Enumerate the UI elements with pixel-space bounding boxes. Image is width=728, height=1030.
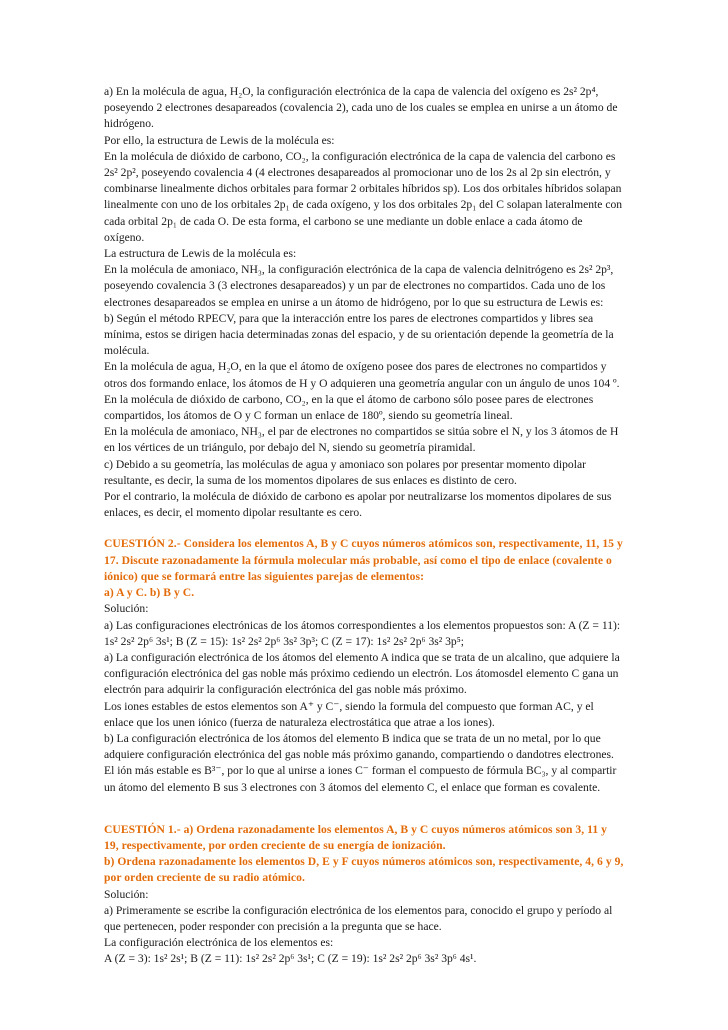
paragraph: A (Z = 3): 1s² 2s¹; B (Z = 11): 1s² 2s² 2p⁶ 3s¹; C (Z = 19): 1s² 2s² 2p⁶ 3s² 3p⁶ 4s¹. <box>104 952 477 966</box>
paragraph: a) Las configuraciones electrónicas de los átomos correspondientes a los elementos propuestos son: A (Z = 11): 1s² 2s² 2p⁶ 3s¹; B (Z = 15): 1s² 2s² 2p⁶ 3s² 3p³; C (Z = 17): 1s² 2s² 2p⁶ 3s² 3p⁵; <box>104 618 621 648</box>
question-2-heading: CUESTIÓN 2.- Considera los elementos A, B y C cuyos números atómicos son, respectivamente, 11, 15 y 17. Discute razonadamente la fórmula molecular más probable, así como el tipo de enlace (covalente o iónico) que se formará entre las siguientes parejas de elementos: <box>104 537 623 583</box>
paragraph: b) Según el método RPECV, para que la interacción entre los pares de electrones compartidos y libres sea mínima, estos se dirigen hacia determinadas zonas del espacio, y de su orientación depende la geometría de la molécula. <box>104 311 614 358</box>
paragraph: En la molécula de dióxido de carbono, CO₂, en la que el átomo de carbono sólo posee pares de electrones compartidos, los átomos de O y C forman un enlace de 180º, siendo su geometría lineal. <box>104 392 594 423</box>
question-1-heading-b: b) Ordena razonadamente los elementos D, E y F cuyos números atómicos son, respectivamente, 4, 6 y 9, por orden creciente de su radio atómico. <box>104 855 624 885</box>
question-1 <box>104 822 624 968</box>
paragraph: Solución: <box>104 887 149 901</box>
paragraph: Los iones estables de estos elementos son A⁺ y C⁻, siendo la formula del compuesto que forman AC, y el enlace que los unen iónico (fuerza de naturaleza electrostática que atrae a los iones). <box>104 699 594 729</box>
paragraph: c) Debido a su geometría, las moléculas de agua y amoniaco son polares por presentar momento dipolar resultante, es decir, la suma de los momentos dipolares de sus enlaces es distinto de cero. <box>104 457 586 487</box>
question-2-subparts: a) A y C. b) B y C. <box>104 586 195 600</box>
paragraph: Por el contrario, la molécula de dióxido de carbono es apolar por neutralizarse los momentos dipolares de sus enlaces, es decir, el momento dipolar resultante es cero. <box>104 490 612 520</box>
question-2 <box>104 536 624 795</box>
question-1-heading: CUESTIÓN 1.- a) Ordena razonadamente los elementos A, B y C cuyos números atómicos son 3, 11 y 19, respectivamente, por orden creciente de su energía de ionización. <box>104 822 608 852</box>
paragraph: a) La configuración electrónica de los átomos del elemento A indica que se trata de un alcalino, que adquiere la configuración electrónica del gas noble más próximo cediendo un electrón. Los átomosdel elemento C gana un electrón para adquirir la configuración electrónica del gas noble más próximo. <box>104 650 620 697</box>
paragraph: La estructura de Lewis de la molécula es: <box>104 247 297 261</box>
paragraph: En la molécula de dióxido de carbono, CO₂, la configuración electrónica de la capa de valencia del carbono es 2s² 2p², poseyendo covalencia 4 (4 electrones desapareados al promocionar uno de los 2s al 2p sin electrón, y combinarse linealmente dichos orbitales para formar 2 orbitales híbridos sp). Los dos orbitales híbridos solapan linealmente con uno de los orbitales 2p₁ de cada oxígeno, y los dos orbitales 2p₁ del C solapan lateralmente con cada orbital 2p₁ de cada O. De esta forma, el carbono se une mediante un doble enlace a cada átomo de oxígeno. <box>104 149 623 244</box>
paragraph: a) En la molécula de agua, H₂O, la configuración electrónica de la capa de valencia del oxígeno es 2s² 2p⁴, poseyendo 2 electrones desapareados (covalencia 2), cada uno de los cuales se emplea en unirse a un átomo de hidrógeno. <box>104 85 618 131</box>
paragraph: La configuración electrónica de los elementos es: <box>104 936 334 950</box>
paragraph: En la molécula de amoniaco, NH₃, la configuración electrónica de la capa de valencia delnitrógeno es 2s² 2p³, poseyendo covalencia 3 (3 electrones desapareados) y un par de electrones no compartidos. Cada uno de los electrones desapareados se emplea en unirse a un átomo de hidrógeno, por lo que su estructura de Lewis es: <box>104 263 614 309</box>
section-1-answers <box>104 84 624 521</box>
document-page <box>104 84 624 968</box>
paragraph: Por ello, la estructura de Lewis de la molécula es: <box>104 133 335 147</box>
paragraph: Solución: <box>104 602 149 616</box>
paragraph: En la molécula de agua, H₂O, en la que el átomo de oxígeno posee dos pares de electrones no compartidos y otros dos formando enlace, los átomos de H y O adquieren una geometría angular con un ángulo de unos 104 º. <box>104 360 620 390</box>
paragraph: En la molécula de amoniaco, NH₃, el par de electrones no compartidos se sitúa sobre el N, y los 3 átomos de H en los vértices de un triángulo, por debajo del N, siendo su geometría piramidal. <box>104 425 619 455</box>
paragraph: a) Primeramente se escribe la configuración electrónica de los elementos para, conocido el grupo y período al que pertenecen, poder responder con precisión a la pregunta que se hace. <box>104 903 613 933</box>
paragraph: b) La configuración electrónica de los átomos del elemento B indica que se trata de un no metal, por lo que adquiere configuración electrónica del gas noble más próximo ganando, compartiendo o dandotres electrones. El ión más estable es B³⁻, por lo que al unirse a iones C⁻ forman el compuesto de fórmula BC₃, y al compartir un átomo del elemento B sus 3 electrones con 3 átomos del elemento C, el enlace que forman es covalente. <box>104 731 617 794</box>
